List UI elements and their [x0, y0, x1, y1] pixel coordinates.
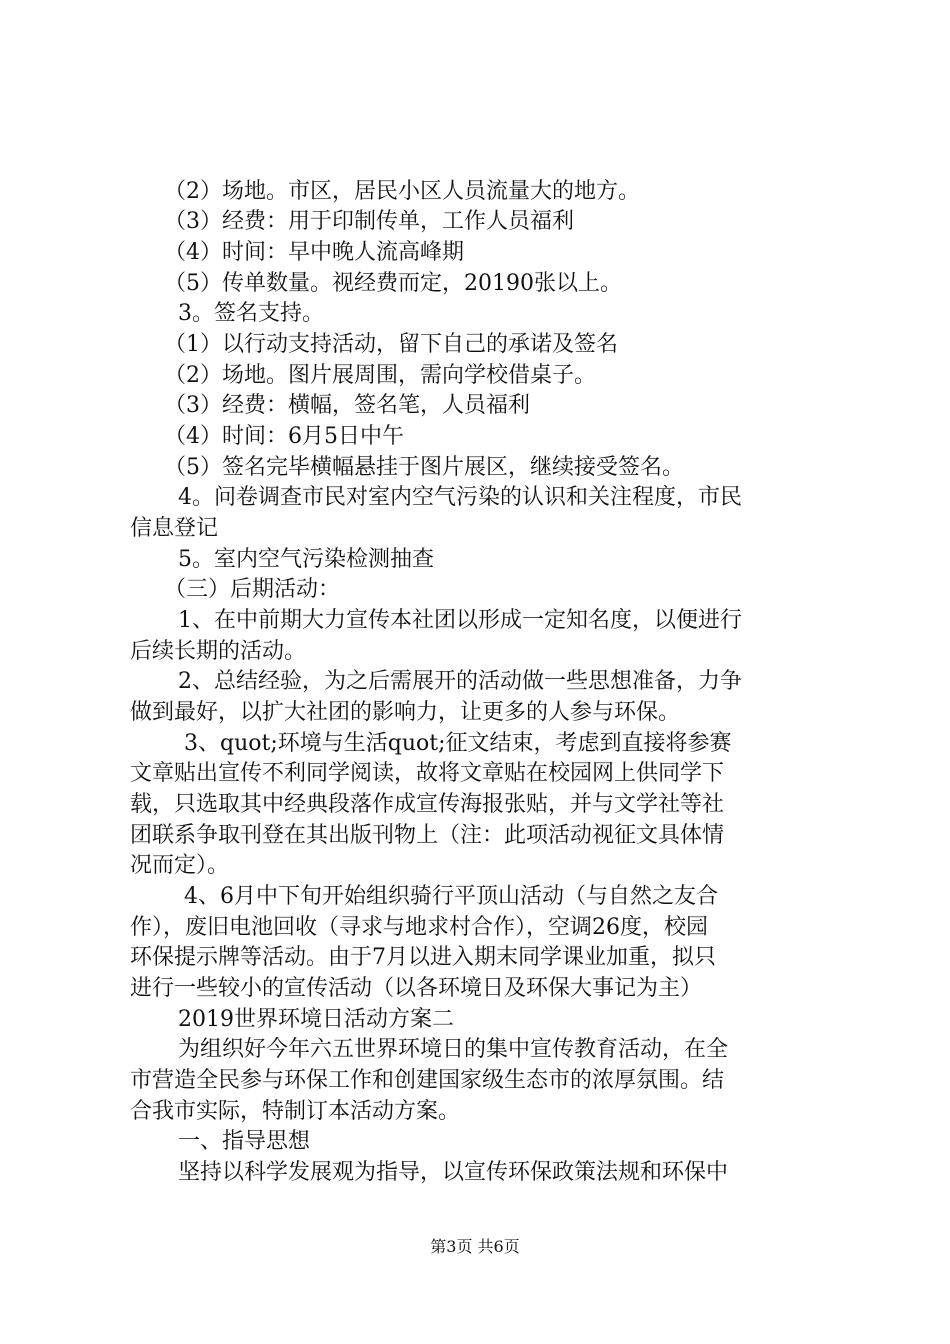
- text-line: 2019世界环境日活动方案二: [178, 1007, 454, 1032]
- text-line: （三）后期活动：: [164, 577, 341, 602]
- text-line: （3）经费：用于印制传单，工作人员福利: [164, 209, 574, 234]
- text-line: （2）场地。图片展周围，需向学校借桌子。: [164, 363, 596, 388]
- text-line: 载，只选取其中经典段落作成宣传海报张贴，并与文学社等社: [130, 792, 725, 817]
- text-line: 市营造全民参与环保工作和创建国家级生态市的浓厚氛围。结: [130, 1068, 725, 1093]
- text-line: 做到最好，以扩大社团的影响力，让更多的人参与环保。: [130, 700, 681, 725]
- text-line: 况而定）。: [130, 853, 230, 878]
- text-line: 4。问卷调查市民对室内空气污染的认识和关注程度，市民: [178, 485, 742, 510]
- text-line: （2）场地。市区，居民小区人员流量大的地方。: [164, 179, 640, 204]
- text-line: 1、在中前期大力宣传本社团以形成一定知名度，以便进行: [178, 608, 742, 633]
- text-line: （5）签名完毕横幅悬挂于图片展区，继续接受签名。: [164, 455, 684, 480]
- text-line: 3。签名支持。: [178, 301, 324, 326]
- text-line: （5）传单数量。视经费而定，20190张以上。: [164, 271, 622, 296]
- text-line: （4）时间：6月5日中午: [164, 424, 404, 449]
- text-line: （4）时间：早中晚人流高峰期: [164, 240, 464, 265]
- text-line: 3、quot;环境与生活quot;征文结束，考虑到直接将参赛: [184, 731, 732, 756]
- text-line: 为组织好今年六五世界环境日的集中宣传教育活动，在全: [178, 1037, 729, 1062]
- text-line: 合我市实际，特制订本活动方案。: [130, 1099, 461, 1124]
- text-line: 后续长期的活动。: [130, 639, 307, 664]
- text-line: 2、总结经验，为之后需展开的活动做一些思想准备，力争: [178, 669, 742, 694]
- text-line: 文章贴出宣传不利同学阅读，故将文章贴在校园网上供同学下: [130, 761, 725, 786]
- text-line: 坚持以科学发展观为指导，以宣传环保政策法规和环保中: [178, 1160, 729, 1185]
- text-line: 5。室内空气污染检测抽查: [178, 547, 434, 572]
- text-line: 4、6月中下旬开始组织骑行平顶山活动（与自然之友合: [184, 884, 718, 909]
- text-line: （3）经费：横幅，签名笔，人员福利: [164, 393, 530, 418]
- text-line: 进行一些较小的宣传活动（以各环境日及环保大事记为主）: [130, 976, 703, 1001]
- text-line: 环保提示牌等活动。由于7月以进入期末同学课业加重，拟只: [130, 945, 716, 970]
- text-line: 信息登记: [130, 516, 219, 541]
- text-line: （1）以行动支持活动，留下自己的承诺及签名: [164, 332, 618, 357]
- text-line: 一、指导思想: [178, 1129, 311, 1154]
- text-line: 团联系争取刊登在其出版刊物上（注：此项活动视征文具体情: [130, 823, 725, 848]
- text-line: 作），废旧电池回收（寻求与地求村合作），空调26度，校园: [130, 915, 708, 940]
- page-number-footer: 第3页 共6页: [430, 1237, 520, 1256]
